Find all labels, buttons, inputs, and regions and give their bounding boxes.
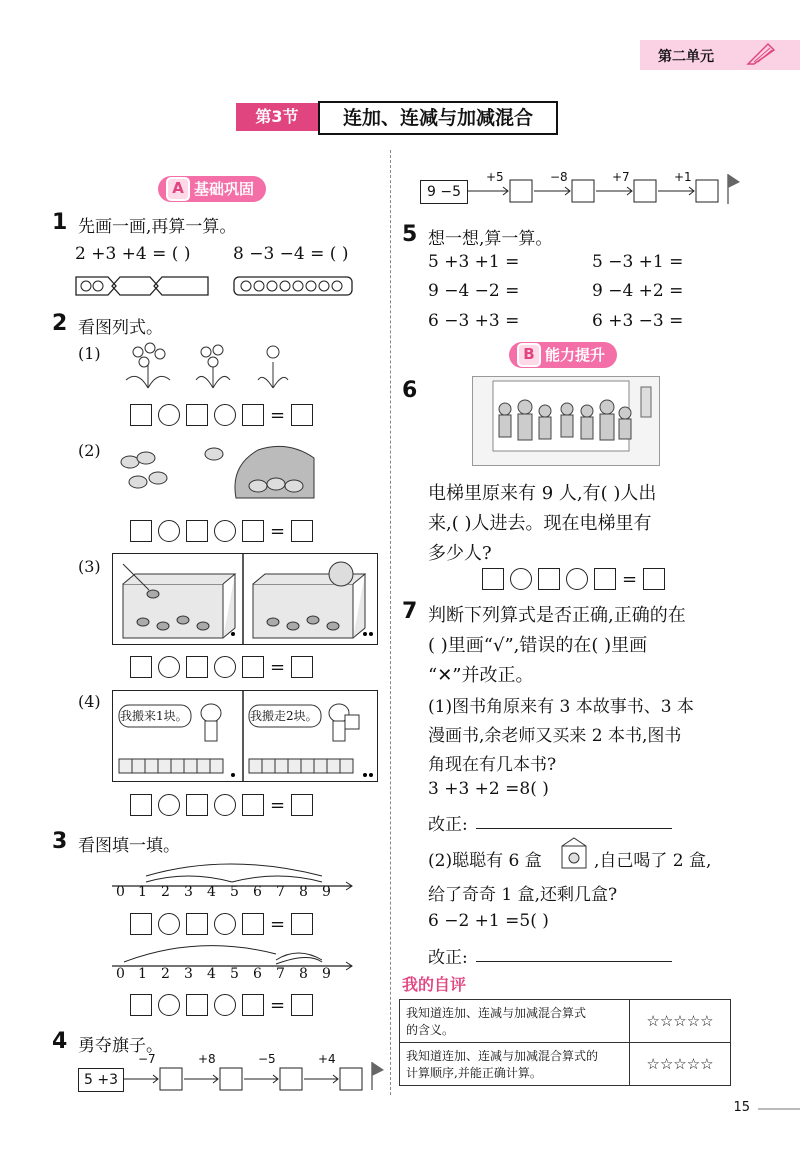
answer-box[interactable] xyxy=(130,520,152,542)
q2-part4-equation xyxy=(130,793,313,817)
q5-item: 9 −4 +2 = xyxy=(592,281,684,301)
q5-item: 6 −3 +3 = xyxy=(428,311,520,331)
answer-box[interactable] xyxy=(291,994,313,1016)
unit-label: 第二单元 xyxy=(658,49,714,65)
question-number-5: 5 xyxy=(402,222,418,247)
answer-box[interactable] xyxy=(130,994,152,1016)
op-label: +1 xyxy=(674,170,692,184)
operator-circle[interactable] xyxy=(158,404,180,426)
tick-label: 1 xyxy=(138,966,147,982)
answer-box[interactable] xyxy=(291,520,313,542)
q6-line2: 来,( )人进去。现在电梯里有 xyxy=(428,513,652,534)
answer-box[interactable] xyxy=(242,994,264,1016)
tick-label: 2 xyxy=(161,884,170,900)
q6-line3: 多少人? xyxy=(428,543,492,564)
ruler-icon xyxy=(746,42,776,66)
q5-item: 5 +3 +1 = xyxy=(428,252,520,272)
bubble-text-2: 我搬走2块。 xyxy=(250,709,318,723)
q7-line3: “✕”并改正。 xyxy=(428,665,534,686)
q3-text: 看图填一填。 xyxy=(78,836,180,856)
operator-circle[interactable] xyxy=(158,913,180,935)
chain-arrows xyxy=(122,1058,388,1098)
section-label: 第3节 xyxy=(236,103,318,131)
tick-label: 3 xyxy=(184,966,193,982)
tick-label: 9 xyxy=(322,884,331,900)
q2-text: 看图列式。 xyxy=(78,318,163,338)
unit-tab xyxy=(640,40,800,70)
chain-top xyxy=(420,172,740,212)
q4-text: 勇夺旗子。 xyxy=(78,1036,163,1056)
milk-box-icon xyxy=(556,836,592,870)
tick-label: 8 xyxy=(299,966,308,982)
operator-circle[interactable] xyxy=(158,520,180,542)
tick-label: 5 xyxy=(230,884,239,900)
question-number-3: 3 xyxy=(52,829,68,854)
q7-s1-fix-label: 改正: xyxy=(428,815,468,835)
answer-box[interactable] xyxy=(291,794,313,816)
answer-box[interactable] xyxy=(291,913,313,935)
tick-label: 4 xyxy=(207,966,216,982)
answer-box[interactable] xyxy=(130,404,152,426)
q7-s1-line1: (1)图书角原来有 3 本故事书、3 本 xyxy=(428,697,694,717)
self-eval-table xyxy=(399,999,731,1086)
operator-circle[interactable] xyxy=(214,520,236,542)
q3-equation-2 xyxy=(130,993,313,1017)
tick-label: 2 xyxy=(161,966,170,982)
operator-circle[interactable] xyxy=(566,568,588,590)
operator-circle[interactable] xyxy=(158,656,180,678)
operator-circle[interactable] xyxy=(158,994,180,1016)
tick-label: 9 xyxy=(322,966,331,982)
answer-box[interactable] xyxy=(242,404,264,426)
self-eval-title: 我的自评 xyxy=(402,975,467,994)
q2-part2-equation xyxy=(130,519,313,543)
tick-label: 3 xyxy=(184,884,193,900)
question-number-7: 7 xyxy=(402,599,418,624)
tick-label: 6 xyxy=(253,884,262,900)
tick-label: 1 xyxy=(138,884,147,900)
tick-label: 5 xyxy=(230,966,239,982)
tick-label: 6 xyxy=(253,966,262,982)
badge-a-label: 基础巩固 xyxy=(194,180,255,198)
q1-drawing-1 xyxy=(74,274,214,298)
q7-s2-line1a: (2)聪聪有 6 盒 xyxy=(428,851,542,871)
answer-box[interactable] xyxy=(186,994,208,1016)
equals-sign: = xyxy=(270,656,286,678)
operator-circle[interactable] xyxy=(214,656,236,678)
question-number-2: 2 xyxy=(52,311,68,336)
q7-s2-fix-label: 改正: xyxy=(428,948,468,968)
birds-picture xyxy=(118,436,318,508)
operator-circle[interactable] xyxy=(158,794,180,816)
tick-label: 0 xyxy=(116,966,125,982)
answer-box[interactable] xyxy=(594,568,616,590)
tick-label: 4 xyxy=(207,884,216,900)
eval-text xyxy=(400,1000,630,1043)
tick-label: 7 xyxy=(276,966,285,982)
equals-sign: = xyxy=(270,520,286,542)
op-label: −7 xyxy=(138,1052,156,1066)
star-rating[interactable]: ☆☆☆☆☆ xyxy=(630,1043,731,1086)
eval-text-line: 我知道连加、连减与加减混合算式 xyxy=(406,1006,587,1020)
q7-s2-fix-line[interactable] xyxy=(476,961,672,962)
q1-text: 先画一画,再算一算。 xyxy=(78,217,237,237)
answer-box[interactable] xyxy=(242,656,264,678)
op-label: +8 xyxy=(198,1052,216,1066)
q7-s1-equation: 3 +3 +2 =8( ) xyxy=(428,779,549,799)
answer-box[interactable] xyxy=(482,568,504,590)
answer-box[interactable] xyxy=(186,520,208,542)
op-label: −8 xyxy=(550,170,568,184)
chain-top-start: 9 −5 xyxy=(420,180,468,204)
tick-label: 7 xyxy=(276,884,285,900)
q7-s1-line2: 漫画书,余老师又买来 2 本书,图书 xyxy=(428,726,682,746)
fishtank-picture xyxy=(112,553,378,645)
answer-box[interactable] xyxy=(242,913,264,935)
op-label: +5 xyxy=(486,170,504,184)
q2-part1-label: (1) xyxy=(78,344,101,363)
answer-box[interactable] xyxy=(242,520,264,542)
operator-circle[interactable] xyxy=(214,994,236,1016)
q6-equation xyxy=(482,567,665,591)
elevator-picture xyxy=(472,376,660,466)
op-label: −5 xyxy=(258,1052,276,1066)
q5-text: 想一想,算一算。 xyxy=(428,229,553,249)
q7-line2: ( )里画“√”,错误的在( )里画 xyxy=(428,635,648,656)
question-number-4: 4 xyxy=(52,1029,68,1054)
answer-box[interactable] xyxy=(291,656,313,678)
q5-item: 9 −4 −2 = xyxy=(428,281,520,301)
q2-part3-label: (3) xyxy=(78,557,101,576)
star-rating[interactable]: ☆☆☆☆☆ xyxy=(630,1000,731,1043)
equals-sign: = xyxy=(622,568,638,590)
page-number-line xyxy=(758,1108,800,1110)
q2-part2-label: (2) xyxy=(78,441,101,460)
q1-drawing-2 xyxy=(232,274,356,298)
chain-top-arrows xyxy=(466,172,740,212)
section-title: 连加、连减与加减混合 xyxy=(318,101,558,135)
eval-text-line: 计算顺序,并能正确计算。 xyxy=(406,1066,542,1080)
q3-equation-1 xyxy=(130,912,313,936)
q7-line1: 判断下列算式是否正确,正确的在 xyxy=(428,605,686,626)
badge-advanced xyxy=(509,342,617,368)
equals-sign: = xyxy=(270,794,286,816)
operator-circle[interactable] xyxy=(214,913,236,935)
answer-box[interactable] xyxy=(186,404,208,426)
operator-circle[interactable] xyxy=(510,568,532,590)
page-number: 15 xyxy=(733,1100,750,1115)
answer-box[interactable] xyxy=(242,794,264,816)
question-number-1: 1 xyxy=(52,210,68,235)
number-line-1-ticks xyxy=(108,884,356,902)
q2-part1-equation xyxy=(130,403,313,427)
answer-box[interactable] xyxy=(643,568,665,590)
q2-part4-label: (4) xyxy=(78,692,101,711)
answer-box[interactable] xyxy=(291,404,313,426)
blocks-picture xyxy=(112,690,378,782)
equals-sign: = xyxy=(270,404,286,426)
q1-eq2: 8 −3 −4 = ( ) xyxy=(233,244,349,264)
badge-a-letter: A xyxy=(166,177,190,201)
q7-s1-line3: 角现在有几本书? xyxy=(428,755,557,775)
number-line-2-ticks xyxy=(108,966,356,984)
eval-text-line: 我知道连加、连减与加减混合算式的 xyxy=(406,1049,599,1063)
q7-s2-line1b: ,自己喝了 2 盒, xyxy=(594,851,712,871)
answer-box[interactable] xyxy=(538,568,560,590)
answer-box[interactable] xyxy=(130,913,152,935)
q4-chain xyxy=(78,1052,388,1098)
q5-item: 6 +3 −3 = xyxy=(592,311,684,331)
op-label: +4 xyxy=(318,1052,336,1066)
equals-sign: = xyxy=(270,994,286,1016)
eval-text-line: 的含义。 xyxy=(406,1023,455,1037)
answer-box[interactable] xyxy=(186,656,208,678)
q7-s1-fix-line[interactable] xyxy=(476,828,672,829)
question-number-6: 6 xyxy=(402,378,418,403)
tick-label: 8 xyxy=(299,884,308,900)
q6-line1: 电梯里原来有 9 人,有( )人出 xyxy=(428,483,657,504)
bubble-text-1: 我搬来1块。 xyxy=(120,709,188,723)
answer-box[interactable] xyxy=(130,656,152,678)
operator-circle[interactable] xyxy=(214,794,236,816)
answer-box[interactable] xyxy=(186,794,208,816)
operator-circle[interactable] xyxy=(214,404,236,426)
table-row xyxy=(400,1043,731,1086)
badge-b-label: 能力提升 xyxy=(545,346,606,364)
badge-basic xyxy=(158,176,266,202)
equals-sign: = xyxy=(270,913,286,935)
q7-s2-equation: 6 −2 +1 =5( ) xyxy=(428,911,549,931)
column-divider xyxy=(390,150,391,1095)
chain-start: 5 +3 xyxy=(78,1068,124,1092)
tick-label: 0 xyxy=(116,884,125,900)
eval-text xyxy=(400,1043,630,1086)
q1-eq1: 2 +3 +4 = ( ) xyxy=(75,244,191,264)
op-label: +7 xyxy=(612,170,630,184)
q2-part3-equation xyxy=(130,655,313,679)
answer-box[interactable] xyxy=(186,913,208,935)
answer-box[interactable] xyxy=(130,794,152,816)
q5-item: 5 −3 +1 = xyxy=(592,252,684,272)
flowers-picture xyxy=(118,340,318,392)
table-row xyxy=(400,1000,731,1043)
badge-b-letter: B xyxy=(517,343,541,367)
q7-s2-line2: 给了奇奇 1 盒,还剩几盒? xyxy=(428,885,618,905)
